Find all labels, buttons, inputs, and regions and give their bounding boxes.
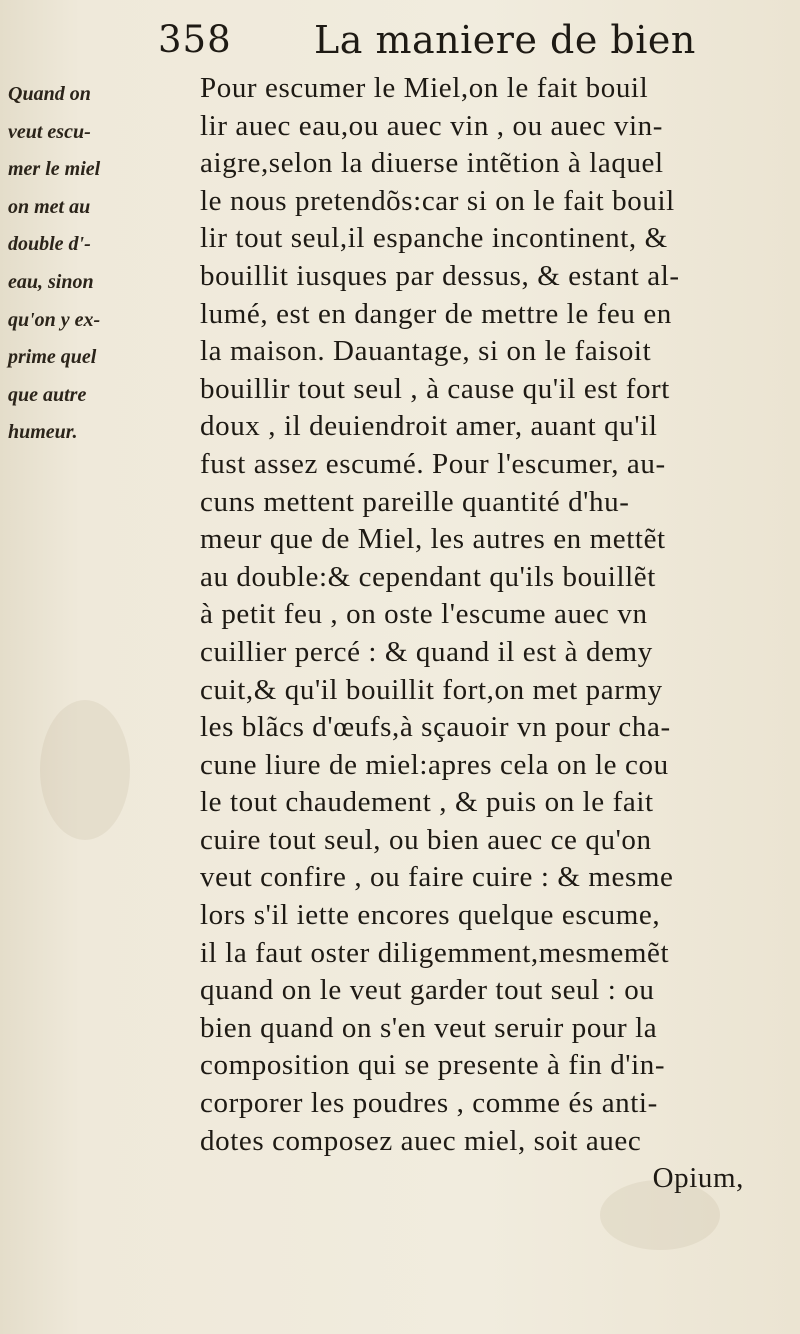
text-line: le nous pretendõs:car si on le fait bouil <box>200 184 675 217</box>
text-line: la maison. Dauantage, si on le faisoit <box>200 335 652 368</box>
text-line: doux , il deuiendroit amer, auant qu'il <box>200 410 658 443</box>
text-line: au double:& cependant qu'ils bouillẽt <box>200 560 656 593</box>
text-line: cuit,& qu'il bouillit fort,on met parmy <box>200 673 663 706</box>
text-line: cune liure de miel:apres cela on le cou <box>200 748 669 781</box>
page-number: 358 <box>158 18 232 61</box>
margin-notes <box>8 76 198 452</box>
text-line: lir auec eau,ou auec vin , ou auec vin- <box>200 109 664 142</box>
text-line: bouillir tout seul , à cause qu'il est fort <box>200 372 670 405</box>
text-line: lir tout seul,il espanche incontinent, & <box>200 222 668 255</box>
text-line: les blãcs d'œufs,à sçauoir vn pour cha- <box>200 711 671 744</box>
text-line: composition qui se presente à fin d'in- <box>200 1049 666 1082</box>
text-line: cuire tout seul, ou bien auec ce qu'on <box>200 823 652 856</box>
catchword: Opium, <box>652 1162 744 1195</box>
margin-note: veut escu- <box>8 120 91 143</box>
text-line: cuillier percé : & quand il est à demy <box>200 635 653 668</box>
margin-note: prime quel <box>8 346 97 369</box>
margin-note: qu'on y ex- <box>8 308 101 331</box>
text-line: le tout chaudement , & puis on le fait <box>200 786 654 819</box>
text-line: à petit feu , on oste l'escume auec vn <box>200 598 648 631</box>
text-line: quand on le veut garder tout seul : ou <box>200 974 655 1007</box>
text-line: corporer les poudres , comme és anti- <box>200 1087 658 1120</box>
text-line: bien quand on s'en veut seruir pour la <box>200 1011 658 1044</box>
margin-note: humeur. <box>8 421 78 444</box>
text-line: fust assez escumé. Pour l'escumer, au- <box>200 447 666 480</box>
text-line: cuns mettent pareille quantité d'hu- <box>200 485 630 518</box>
margin-note: on met au <box>8 195 91 218</box>
margin-note: mer le miel <box>8 158 101 181</box>
running-title: La maniere de bien <box>314 18 696 62</box>
text-line: bouillit iusques par dessus, & estant al- <box>200 259 680 292</box>
margin-note: Quand on <box>8 83 91 105</box>
margin-note: que autre <box>8 383 87 406</box>
text-line: aigre,selon la diuerse intẽtion à laquel <box>200 147 664 180</box>
text-line: lors s'il iette encores quelque escume, <box>200 899 661 932</box>
paper-stain <box>40 700 130 840</box>
body-text <box>200 70 792 1198</box>
text-line: lumé, est en danger de mettre le feu en <box>200 297 672 330</box>
text-line: dotes composez auec miel, soit auec <box>200 1124 642 1157</box>
page-header <box>0 16 800 70</box>
margin-note: eau, sinon <box>8 270 94 293</box>
text-line: il la faut oster diligemment,mesmemẽt <box>200 936 670 969</box>
margin-note: double d'- <box>8 233 91 256</box>
text-line: Pour escumer le Miel,on le fait bouil <box>200 72 649 104</box>
text-line: meur que de Miel, les autres en mettẽt <box>200 523 666 556</box>
text-line: veut confire , ou faire cuire : & mesme <box>200 861 674 894</box>
